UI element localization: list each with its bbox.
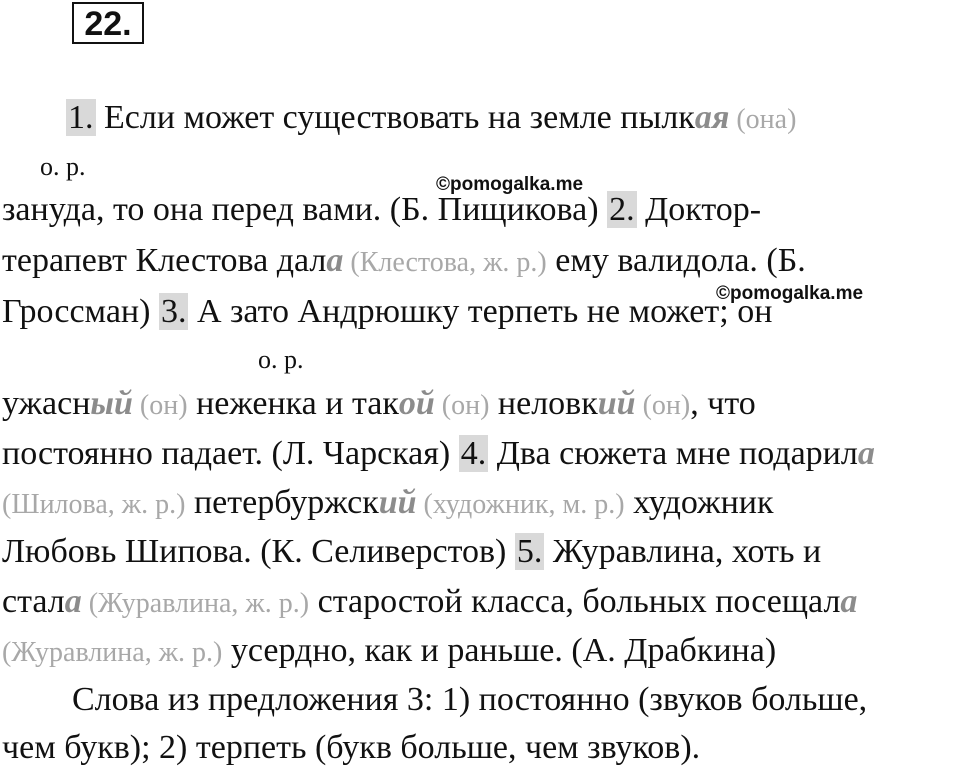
sentence-number-4: 4. <box>460 435 487 472</box>
gender-hint: (художник, м. р.) <box>416 489 625 520</box>
gender-hint: (он) <box>635 390 691 421</box>
text-line-1: 1. Если может существовать на земле пылкая (она) <box>68 99 797 136</box>
sentence-number-1: 1. <box>68 99 94 136</box>
highlighted-ending: ий <box>597 385 636 422</box>
highlighted-ending: ой <box>398 385 435 422</box>
text-line-5: ужасный (он) неженка и такой (он) неловкий (он), что <box>2 385 756 422</box>
sentence-number-5: 5. <box>516 533 543 570</box>
text-line-6: постоянно падает. (Л. Чарская) 4. Два сюжета мне подарила <box>2 435 875 472</box>
gender-hint: (Клестова, ж. р.) <box>343 247 547 278</box>
highlighted-ending: а <box>857 435 875 472</box>
gender-hint: (Шилова, ж. р.) <box>2 489 186 520</box>
text-line-3: терапевт Клестова дала (Клестова, ж. р.) ему валидола. (Б. <box>2 242 806 279</box>
highlighted-ending: а <box>326 242 344 279</box>
text-line-9: стала (Журавлина, ж. р.) старостой класса, больных посещала <box>2 583 858 620</box>
highlighted-ending: ий <box>378 484 417 521</box>
watermark-2: ©pomogalka.me <box>716 283 864 304</box>
task-number: 22. <box>72 2 144 44</box>
text-line-12: чем букв); 2) терпеть (букв больше, чем звуков). <box>2 729 701 766</box>
text-line-2: зануда, то она перед вами. (Б. Пищикова) 2. Доктор- <box>2 191 762 228</box>
highlighted-ending: ая <box>694 99 730 136</box>
gender-hint: (она) <box>729 104 797 135</box>
sentence-number-2: 2. <box>609 191 635 228</box>
text-line-10: (Журавлина, ж. р.) усердно, как и раньше. (А. Драбкина) <box>2 632 777 669</box>
gender-mark-2: о. р. <box>258 345 304 374</box>
highlighted-ending: ый <box>90 385 133 422</box>
highlighted-ending: а <box>840 583 858 620</box>
text-line-4: Гроссман) 3. А зато Андрюшку терпеть не может; он <box>2 293 773 330</box>
text-line-7: (Шилова, ж. р.) петербуржский (художник, м. р.) художник <box>2 484 774 521</box>
gender-hint: (Журавлина, ж. р.) <box>2 637 223 668</box>
gender-hint: (он) <box>434 390 490 421</box>
gender-mark-1: о. р. <box>40 152 86 181</box>
sentence-number-3: 3. <box>160 293 187 330</box>
watermark-1: ©pomogalka.me <box>436 174 584 195</box>
gender-hint: (Журавлина, ж. р.) <box>81 588 310 619</box>
text-line-8: Любовь Шипова. (К. Селиверстов) 5. Журавлина, хоть и <box>2 533 822 570</box>
gender-hint: (он) <box>132 390 188 421</box>
text-line-11: Слова из предложения 3: 1) постоянно (звуков больше, <box>72 681 868 718</box>
highlighted-ending: а <box>64 583 82 620</box>
